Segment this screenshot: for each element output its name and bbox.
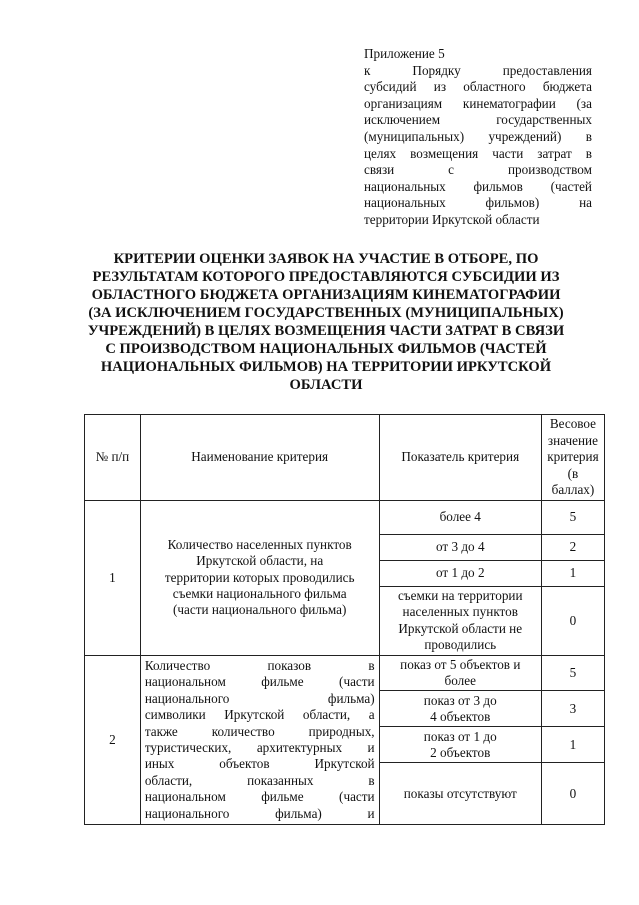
appendix-line: Приложение 5: [364, 46, 445, 61]
indicator-line: населенных пунктов: [402, 604, 518, 620]
title-line: С ПРОИЗВОДСТВОМ НАЦИОНАЛЬНЫХ ФИЛЬМОВ (ЧАСТЕЙ: [105, 341, 547, 357]
header-weight-line: баллах): [551, 482, 595, 498]
title-line: УЧРЕЖДЕНИЙ) В ЦЕЛЯХ ВОЗМЕЩЕНИЯ ЧАСТИ ЗАТРАТ В СВЯЗИ: [87, 323, 565, 339]
title-line: НАЦИОНАЛЬНЫХ ФИЛЬМОВ) НА ТЕРРИТОРИИ ИРКУТСКОЙ: [100, 359, 552, 375]
indicator-line: съемки на территории: [397, 588, 523, 603]
indicator-cell: [379, 691, 541, 727]
criterion-name: [140, 655, 379, 825]
table-row: [85, 655, 605, 691]
criterion-name-line: национального фильма): [144, 690, 375, 706]
header-weight-line: значение: [547, 432, 598, 448]
indicator-line: 4 объектов: [430, 708, 491, 724]
table-header-row: [85, 415, 605, 501]
criterion-name-line: Количество показов в: [144, 658, 375, 673]
appendix-line: исключением государственных: [364, 112, 592, 128]
indicator-line: показы отсутствуют: [403, 785, 517, 801]
weight-value: 2: [541, 535, 604, 561]
criterion-name-line: области, показанных в: [144, 772, 375, 788]
indicator-line: показ от 3 до: [423, 692, 497, 708]
indicator-line: Иркутской области не: [398, 620, 523, 636]
indicator-line: от 3 до 4: [435, 539, 485, 555]
header-weight: [541, 415, 604, 501]
indicator-cell: [379, 655, 541, 691]
criterion-name-line: туристических, архитектурных и: [144, 740, 375, 756]
indicator-line: от 1 до 2: [435, 565, 485, 581]
title-line: КРИТЕРИИ ОЦЕНКИ ЗАЯВОК НА УЧАСТИЕ В ОТБОРЕ, ПО: [113, 251, 539, 267]
indicator-line: показ от 5 объектов и: [400, 656, 521, 672]
appendix-line: организациям кинематографии (за: [364, 95, 592, 111]
header-name: Наименование критерия: [140, 415, 379, 501]
indicator-line: более: [444, 673, 476, 689]
weight-value: 1: [541, 561, 604, 587]
appendix-line: связи с производством: [364, 162, 592, 178]
indicator-cell: [379, 727, 541, 763]
appendix-line: к Порядку предоставления: [364, 62, 592, 78]
row-number: 1: [85, 501, 141, 656]
weight-value: 5: [541, 501, 604, 535]
criterion-name-line: национальном фильме (части: [144, 789, 375, 805]
criterion-name-line: также количество природных,: [144, 723, 375, 739]
criterion-name-line: Количество населенных пунктов: [167, 536, 352, 552]
indicator-line: показ от 1 до: [423, 728, 497, 744]
indicator-cell: [379, 763, 541, 825]
criterion-name-line: съемки национального фильма: [172, 586, 347, 602]
criterion-name-line: символики Иркутской области, а: [144, 707, 375, 723]
weight-value: 5: [541, 655, 604, 691]
appendix-line: национальных фильмов) на: [364, 195, 592, 211]
table-row: [85, 501, 605, 535]
weight-value: 1: [541, 727, 604, 763]
indicator-cell: [379, 535, 541, 561]
criteria-table: [84, 414, 605, 825]
title-line: ОБЛАСТНОГО БЮДЖЕТА ОРГАНИЗАЦИЯМ КИНЕМАТОГРАФИИ: [91, 287, 561, 303]
appendix-line: субсидий из областного бюджета: [364, 79, 592, 95]
indicator-cell: [379, 587, 541, 656]
indicator-cell: [379, 561, 541, 587]
indicator-line: проводились: [424, 637, 497, 653]
indicator-cell: [379, 501, 541, 535]
criterion-name-line: территории которых проводились: [164, 569, 355, 585]
appendix-caption: [364, 46, 592, 229]
weight-value: 0: [541, 763, 604, 825]
row-number: 2: [85, 655, 141, 825]
header-weight-line: (в: [567, 465, 579, 481]
appendix-line: (муниципальных) учреждений) в: [364, 128, 592, 144]
appendix-line: территории Иркутской области: [364, 211, 540, 227]
document-title: [56, 250, 596, 394]
indicator-line: 2 объектов: [430, 744, 491, 760]
criterion-name-line: национального фильма) и: [144, 805, 375, 821]
appendix-line: целях возмещения части затрат в: [364, 145, 592, 161]
weight-value: 3: [541, 691, 604, 727]
title-line: ОБЛАСТИ: [289, 377, 363, 393]
header-weight-line: Весовое: [549, 416, 597, 432]
criterion-name-line: (части национального фильма): [173, 602, 347, 618]
criterion-name: [140, 501, 379, 656]
header-indicator: Показатель критерия: [379, 415, 541, 501]
title-line: РЕЗУЛЬТАТАМ КОТОРОГО ПРЕДОСТАВЛЯЮТСЯ СУБСИДИИ ИЗ: [92, 269, 560, 285]
criterion-name-line: иных объектов Иркутской: [144, 756, 375, 772]
header-weight-line: критерия: [547, 449, 599, 465]
indicator-line: более 4: [439, 509, 481, 525]
criterion-name-line: Иркутской области, на: [196, 553, 324, 569]
appendix-line: национальных фильмов (частей: [364, 178, 592, 194]
title-line: (ЗА ИСКЛЮЧЕНИЕМ ГОСУДАРСТВЕННЫХ (МУНИЦИПАЛЬНЫХ): [88, 305, 564, 321]
weight-value: 0: [541, 587, 604, 656]
header-num: № п/п: [85, 415, 141, 501]
criterion-name-line: национальном фильме (части: [144, 674, 375, 690]
